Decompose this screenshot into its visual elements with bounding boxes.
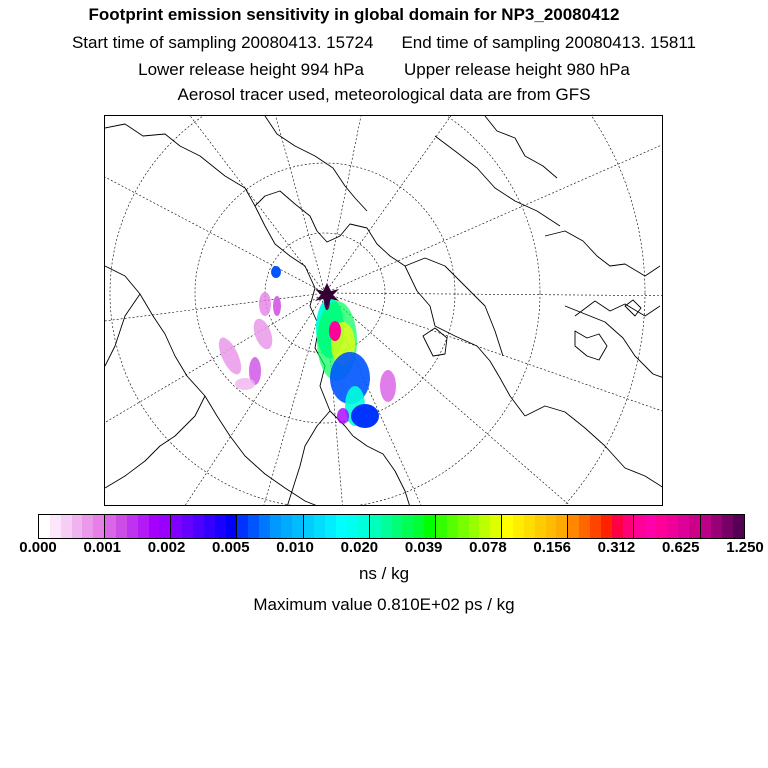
colorbar-tick-label: 0.312: [597, 539, 636, 556]
colorbar-segment: [281, 515, 292, 538]
colorbar-segment: [127, 515, 138, 538]
map-title: Footprint emission sensitivity in global domain for NP3_20080412: [88, 5, 620, 24]
meridian-lines: [105, 116, 663, 506]
colorbar-segment: [336, 515, 347, 538]
colorbar-tick-label: 0.001: [83, 539, 122, 556]
tracer-note: Aerosol tracer used, meteorological data are from GFS: [177, 85, 591, 104]
colorbar: [38, 514, 745, 539]
colorbar-segment: [226, 515, 238, 538]
colorbar-segment: [93, 515, 105, 538]
colorbar-segment: [237, 515, 248, 538]
colorbar-segment: [623, 515, 635, 538]
colorbar-segment: [579, 515, 590, 538]
colorbar-segment: [149, 515, 160, 538]
colorbar-tick-label: 0.625: [661, 539, 700, 556]
sampling-times: [0, 33, 768, 53]
colorbar-segment: [601, 515, 612, 538]
colorbar-segment: [259, 515, 270, 538]
colorbar-segment: [402, 515, 413, 538]
colorbar-segment: [612, 515, 623, 538]
colorbar-segment: [204, 515, 215, 538]
colorbar-segment: [645, 515, 656, 538]
colorbar-segment: [392, 515, 403, 538]
colorbar-segment: [701, 515, 712, 538]
colorbar-segment: [82, 515, 93, 538]
colorbar-segment: [568, 515, 579, 538]
colorbar-segment: [304, 515, 315, 538]
colorbar-tick-label: 0.156: [533, 539, 571, 556]
colorbar-segment: [381, 515, 392, 538]
lower-release-label: Lower release height 994 hPa: [138, 60, 364, 79]
colorbar-segment: [436, 515, 447, 538]
colorbar-segment: [39, 515, 50, 538]
colorbar-segment: [490, 515, 502, 538]
colorbar-segment: [546, 515, 557, 538]
emission-sensitivity-field: [214, 266, 396, 428]
colorbar-segment: [502, 515, 513, 538]
colorbar-segment: [292, 515, 304, 538]
colorbar-tick-label: 0.010: [276, 539, 314, 556]
colorbar-segment: [447, 515, 458, 538]
colorbar-segment: [182, 515, 193, 538]
colorbar-segment: [159, 515, 171, 538]
colorbar-segment: [689, 515, 701, 538]
end-time-label: End time of sampling 20080413. 15811: [401, 33, 697, 52]
colorbar-tick-label: 0.002: [147, 539, 186, 556]
colorbar-unit: ns / kg: [358, 564, 410, 583]
colorbar-segment: [193, 515, 204, 538]
colorbar-segment: [722, 515, 733, 538]
colorbar-segment: [314, 515, 325, 538]
colorbar-segment: [138, 515, 149, 538]
colorbar-tick-label: 1.250: [726, 539, 764, 556]
coastlines: [105, 116, 663, 506]
colorbar-tick-label: 0.078: [469, 539, 507, 556]
colorbar-segment: [347, 515, 358, 538]
colorbar-segment: [678, 515, 689, 538]
colorbar-segment: [50, 515, 61, 538]
maximum-value-label: Maximum value 0.810E+02 ps / kg: [253, 595, 515, 614]
colorbar-segment: [105, 515, 116, 538]
colorbar-segment: [733, 515, 744, 538]
colorbar-segment: [535, 515, 546, 538]
colorbar-tick-label: 0.039: [404, 539, 443, 556]
polar-map-panel: [104, 115, 663, 506]
latitude-circle-50: [105, 116, 645, 506]
colorbar-segment: [424, 515, 436, 538]
colorbar-segment: [667, 515, 678, 538]
colorbar-segment: [656, 515, 667, 538]
colorbar-segment: [590, 515, 601, 538]
colorbar-segment: [370, 515, 381, 538]
polar-stereographic-map: [105, 116, 663, 506]
colorbar-segment: [72, 515, 83, 538]
colorbar-segment: [524, 515, 535, 538]
colorbar-segment: [513, 515, 524, 538]
colorbar-segment: [270, 515, 281, 538]
release-heights: [0, 60, 768, 80]
colorbar-segment: [556, 515, 568, 538]
colorbar-segment: [479, 515, 490, 538]
latitude-circles: [105, 116, 645, 506]
colorbar-segment: [413, 515, 424, 538]
colorbar-segment: [171, 515, 182, 538]
colorbar-segment: [469, 515, 480, 538]
colorbar-segment: [711, 515, 722, 538]
start-time-label: Start time of sampling 20080413. 15724: [71, 33, 374, 52]
colorbar-tick-label: 0.000: [19, 539, 57, 556]
colorbar-segment: [325, 515, 336, 538]
colorbar-segment: [358, 515, 370, 538]
upper-release-label: Upper release height 980 hPa: [404, 60, 630, 79]
colorbar-segment: [215, 515, 226, 538]
colorbar-segment: [634, 515, 645, 538]
colorbar-segment: [61, 515, 72, 538]
colorbar-segment: [248, 515, 259, 538]
colorbar-tick-label: 0.020: [340, 539, 379, 556]
colorbar-segment: [116, 515, 127, 538]
colorbar-tick-label: 0.005: [212, 539, 250, 556]
colorbar-segment: [458, 515, 469, 538]
